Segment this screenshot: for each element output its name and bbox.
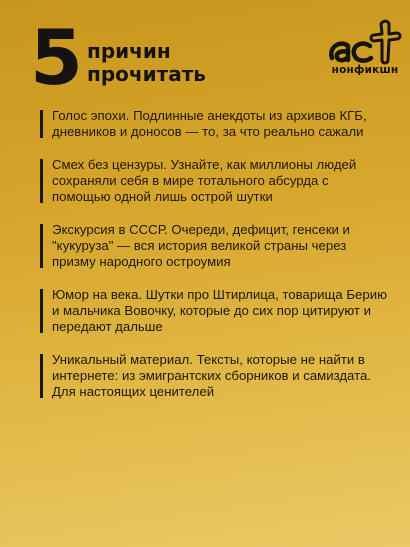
page-title <box>87 40 206 86</box>
reason-item <box>40 108 390 140</box>
reason-item <box>40 287 390 335</box>
big-number: 5 <box>30 13 83 102</box>
reason-text: Экскурсия в СССР. Очереди, дефицит, генсеки и "кукуруза" — вся история великой страны через призму народного остроумия <box>52 222 350 269</box>
title-line-2: прочитать <box>87 62 206 86</box>
logo-subtitle: нонфикшн <box>331 64 399 76</box>
header <box>30 13 399 102</box>
reason-text: Голос эпохи. Подлинные анекдоты из архивов КГБ, дневников и доносов — то, за что реально сажали <box>52 108 367 139</box>
reason-item <box>40 222 390 270</box>
reason-text: Смех без цензуры. Узнайте, как миллионы людей сохраняли себя в мире тотального абсурда с помощью одной лишь острой шутки <box>52 157 357 204</box>
reason-marker <box>40 289 43 333</box>
reason-text: Уникальный материал. Тексты, которые не найти в интернете: из эмигрантских сборников и самиздата. Для настоящих ценителей <box>52 352 371 399</box>
reason-item <box>40 352 390 400</box>
reason-marker <box>40 224 43 268</box>
reasons-list <box>40 108 390 417</box>
reason-item <box>40 157 390 205</box>
title-line-1: причин <box>87 39 171 63</box>
reason-text: Юмор на века. Шутки про Штирлица, товарища Берию и мальчика Вовочку, которые до сих пор цитируют и передают дальше <box>52 287 387 334</box>
reason-marker <box>40 110 43 138</box>
ast-logo-icon <box>326 16 402 66</box>
reason-marker <box>40 354 43 398</box>
reason-marker <box>40 159 43 203</box>
publisher-logo <box>326 16 402 80</box>
